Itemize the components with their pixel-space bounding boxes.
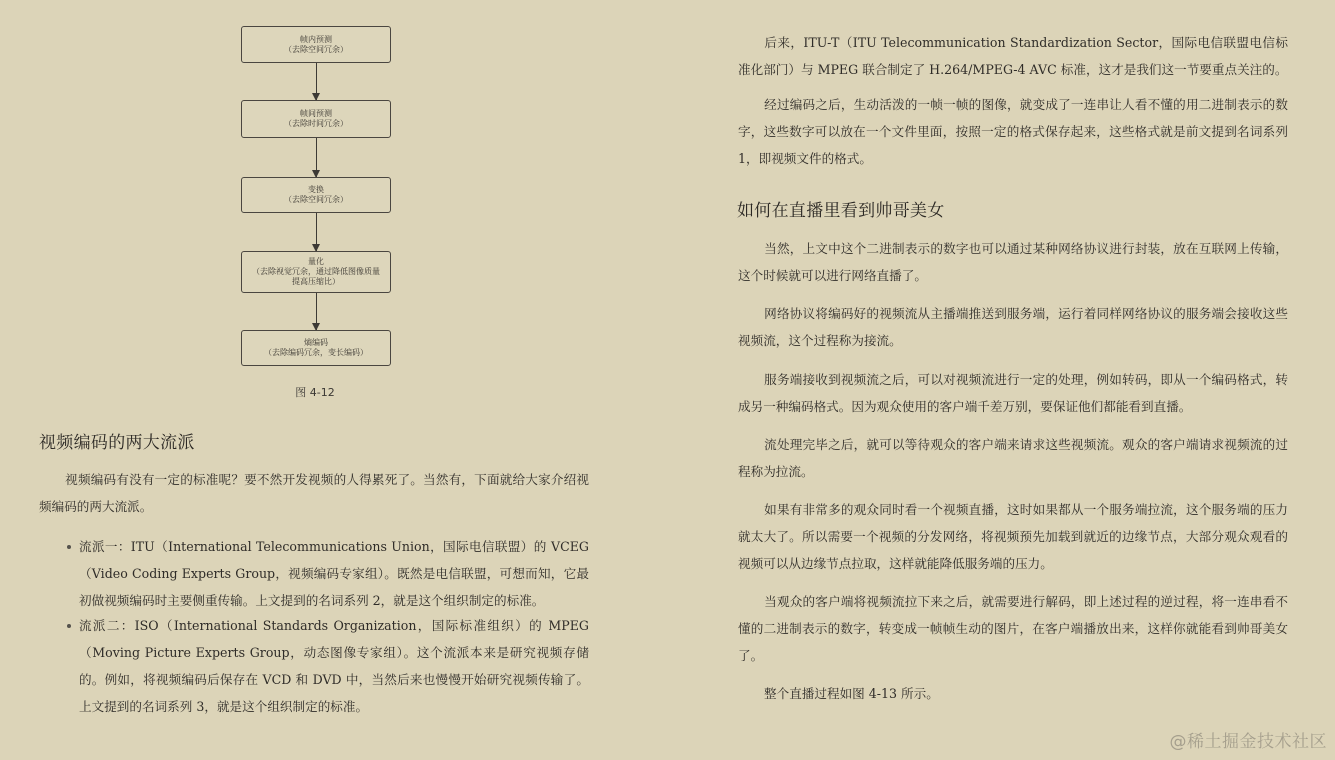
- paragraph: 网络协议将编码好的视频流从主播端推送到服务端，运行着同样网络协议的服务端会接收这些视频流，这个过程称为接流。: [738, 306, 1288, 348]
- flow-box-subtitle: （去除编码冗余，变长编码）: [264, 348, 368, 357]
- flow-box-inter-prediction: [241, 100, 391, 138]
- section-title-codec-schools: 视频编码的两大流派: [39, 433, 195, 453]
- bullet-item-iso: 流派二：ISO（International Standards Organization，国际标准组织）的 MPEG（Moving Picture Experts Group，动态图像专家组）。这个流派本来是研究视频存储的。例如，将视频编码后保存在 VCD 和 DVD 中，当然后来也慢慢开始研究视频传输了。上文提到的名词系列 3，就是这个组织制定的标准。: [79, 612, 589, 720]
- flow-arrow: [316, 63, 317, 100]
- flow-box-subtitle: （去除空间冗余）: [284, 44, 348, 54]
- bullet-item-itu: 流派一：ITU（International Telecommunications Union，国际电信联盟）的 VCEG（Video Coding Experts Group，视频编码专家组）。既然是电信联盟，可想而知，它最初做视频编码时主要侧重传输。上文提到的名词系列 2，就是这个组织制定的标准。: [79, 533, 589, 614]
- flow-box-title: 帧内预测: [300, 34, 332, 44]
- section-title-live-streaming: 如何在直播里看到帅哥美女: [737, 201, 945, 221]
- paragraph: 如果有非常多的观众同时看一个视频直播，这时如果都从一个服务端拉流，这个服务端的压力就太大了。所以需要一个视频的分发网络，将视频预先加载到就近的边缘节点，大部分观众观看的视频可以从边缘节点拉取，这样就能降低服务端的压力。: [738, 502, 1288, 571]
- flow-box-title: 变换: [308, 185, 324, 194]
- flow-box-intra-prediction: [241, 26, 391, 63]
- flow-arrow: [316, 293, 317, 330]
- flow-box-subtitle-2: 提高压缩比）: [292, 277, 340, 286]
- right-page: [690, 0, 1335, 760]
- paragraph: 服务端接收到视频流之后，可以对视频流进行一定的处理，例如转码，即从一个编码格式，转成另一种编码格式。因为观众使用的客户端千差万别，要保证他们都能看到直播。: [738, 372, 1288, 414]
- flow-box-quantization: [241, 251, 391, 293]
- flow-box-title: 量化: [308, 257, 324, 266]
- bullet-dot-icon: [67, 545, 71, 549]
- paragraph: 后来，ITU-T（ITU Telecommunication Standardization Sector，国际电信联盟电信标准化部门）与 MPEG 联合制定了 H.264/MPEG-4 AVC 标准，这才是我们这一节要重点关注的。: [738, 35, 1288, 77]
- encoding-flowchart: [0, 0, 640, 410]
- flow-box-title: 帧间预测: [300, 109, 332, 118]
- flow-box-subtitle: （去除空间冗余）: [284, 195, 348, 204]
- paragraph: 流处理完毕之后，就可以等待观众的客户端来请求这些视频流。观众的客户端请求视频流的过程称为拉流。: [738, 437, 1288, 479]
- flow-arrow: [316, 213, 317, 251]
- paragraph: 当观众的客户端将视频流拉下来之后，就需要进行解码，即上述过程的逆过程，将一连串看不懂的二进制表示的数字，转变成一帧帧生动的图片，在客户端播放出来，这样你就能看到帅哥美女了。: [738, 594, 1288, 663]
- flow-box-entropy-coding: [241, 330, 391, 366]
- figure-caption: 图 4-12: [295, 386, 335, 399]
- flow-arrow: [316, 138, 317, 177]
- intro-paragraph: 视频编码有没有一定的标准呢？要不然开发视频的人得累死了。当然有，下面就给大家介绍视频编码的两大流派。: [39, 472, 589, 514]
- flow-box-transform: [241, 177, 391, 213]
- paragraph: 当然，上文中这个二进制表示的数字也可以通过某种网络协议进行封装，放在互联网上传输，这个时候就可以进行网络直播了。: [738, 241, 1288, 283]
- paragraph: 经过编码之后，生动活泼的一帧一帧的图像，就变成了一连串让人看不懂的用二进制表示的数字，这些数字可以放在一个文件里面，按照一定的格式保存起来，这些格式就是前文提到名词系列 1，即视频文件的格式。: [738, 97, 1288, 166]
- watermark: @稀土掘金技术社区: [1169, 732, 1327, 752]
- flow-box-title: 熵编码: [304, 338, 328, 347]
- flow-box-subtitle: （去除视觉冗余，通过降低图像质量: [252, 267, 380, 276]
- left-page: [0, 0, 640, 760]
- bullet-dot-icon: [67, 624, 71, 628]
- flow-box-subtitle: （去除时间冗余）: [284, 119, 348, 128]
- paragraph: 整个直播过程如图 4-13 所示。: [764, 686, 939, 701]
